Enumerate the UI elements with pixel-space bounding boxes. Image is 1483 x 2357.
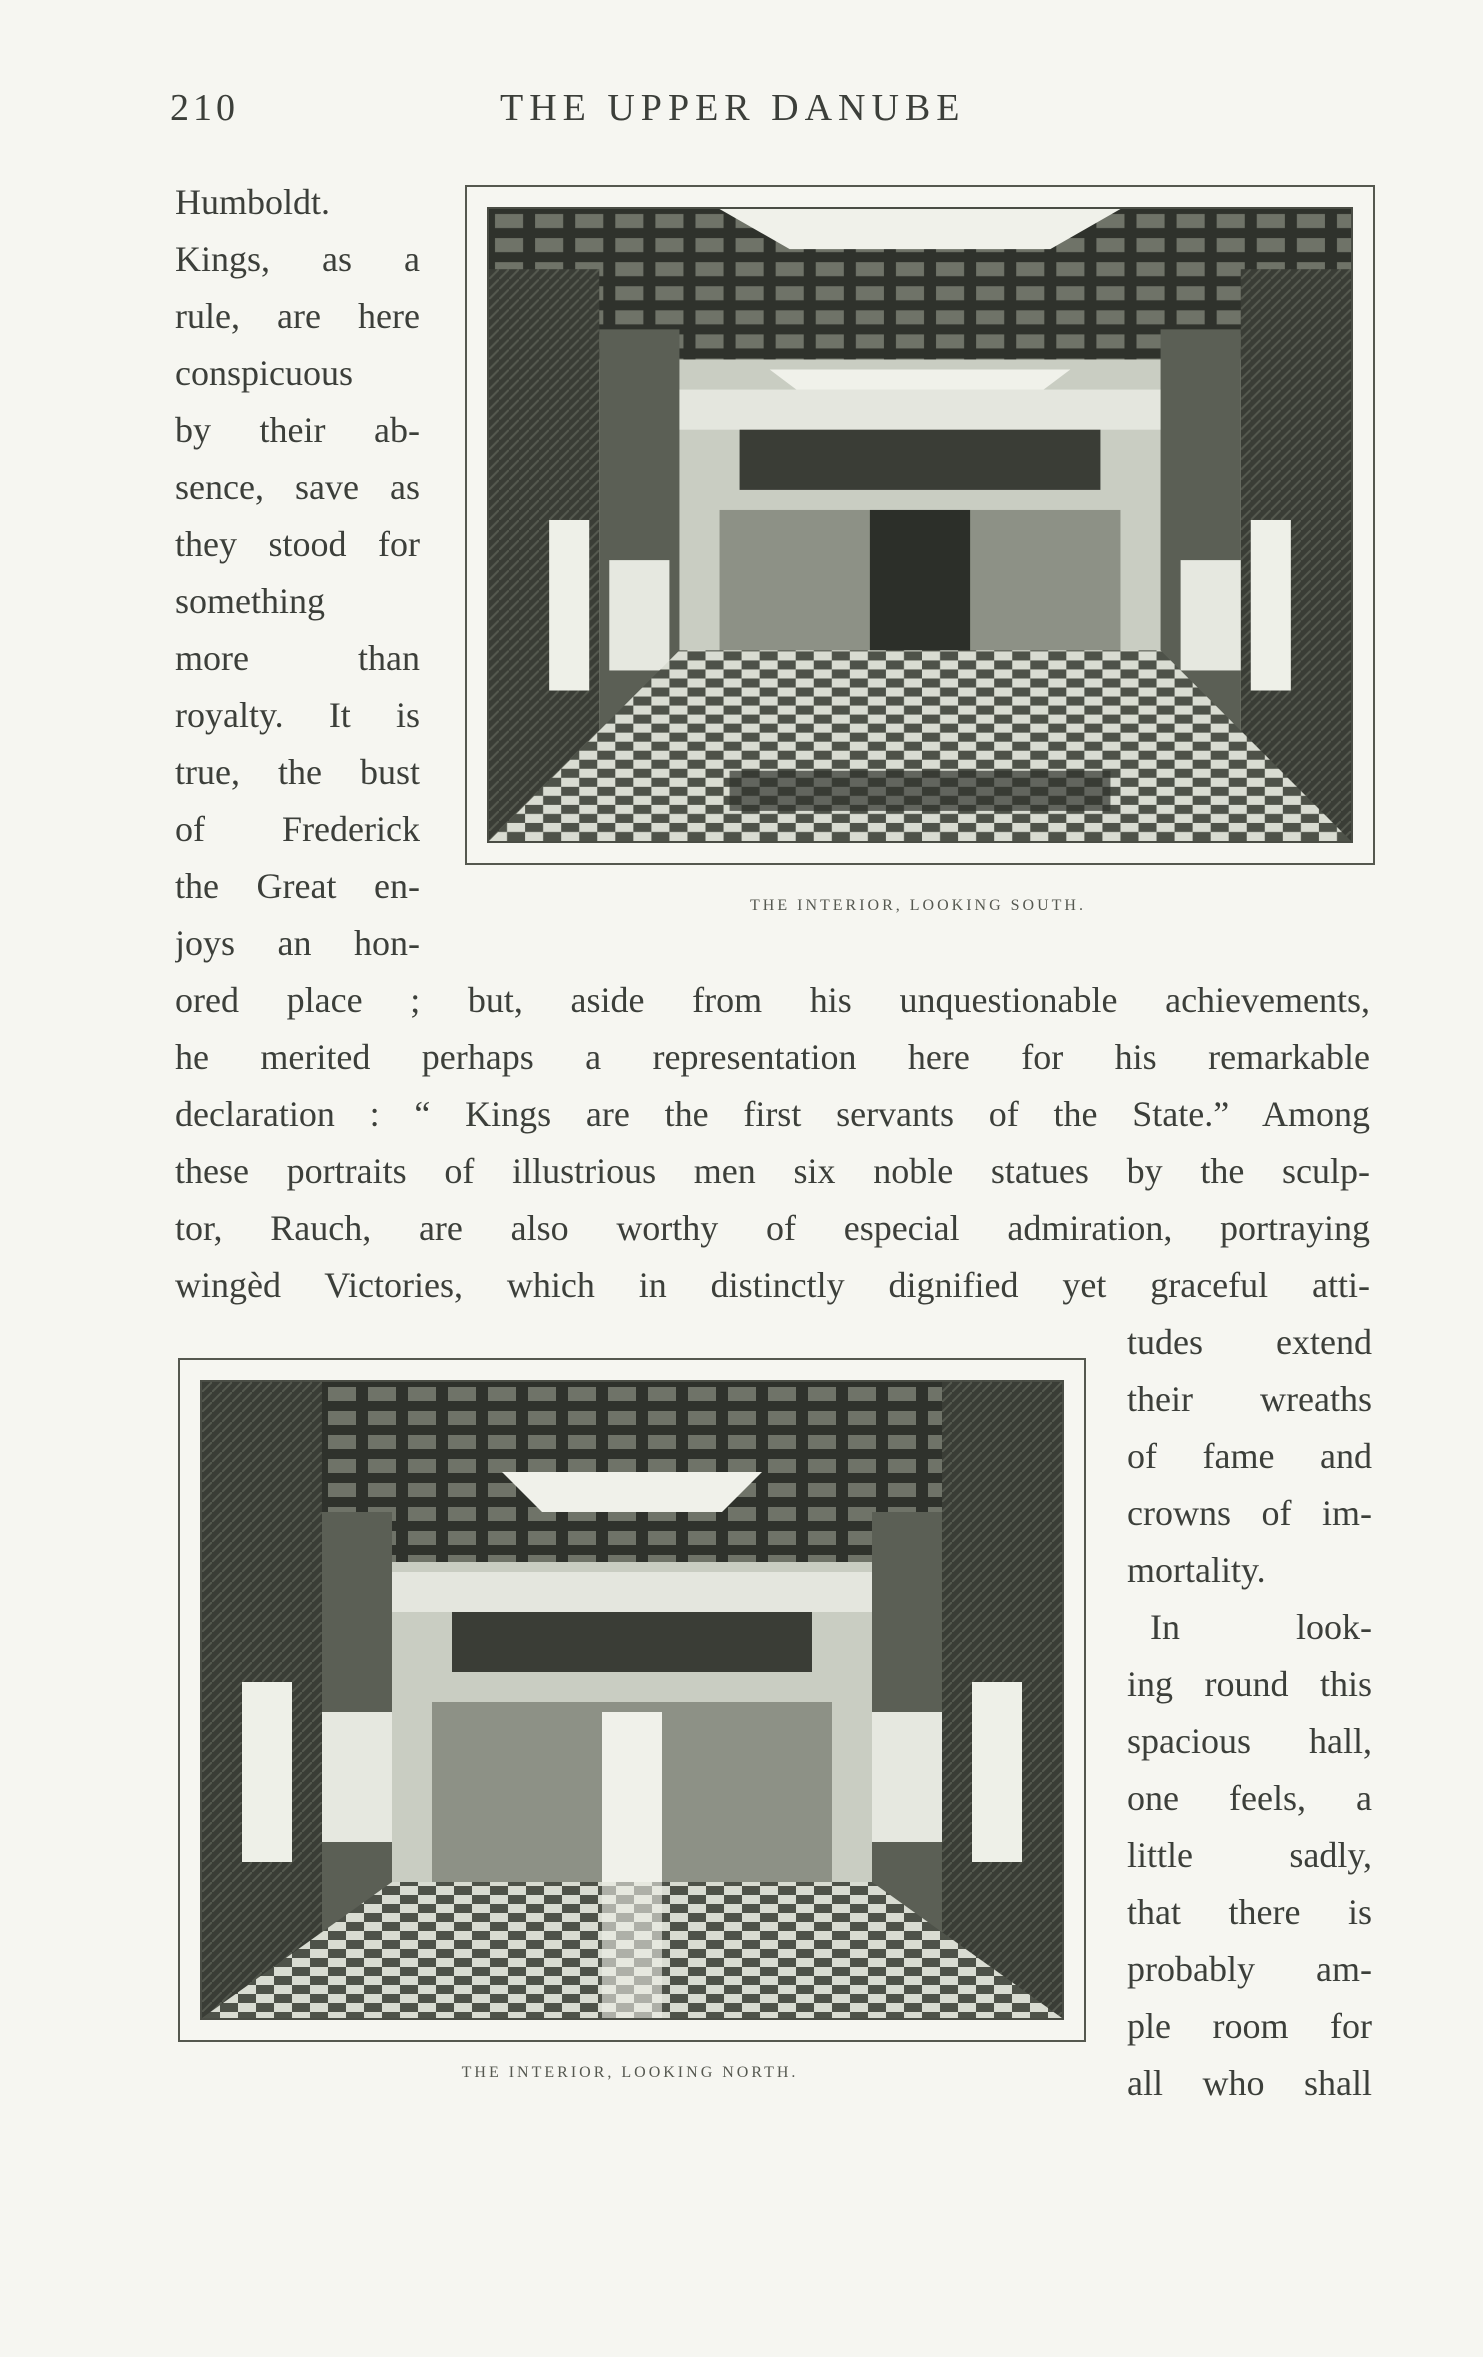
text-line: true, the bust xyxy=(175,752,420,792)
page-number: 210 xyxy=(170,87,239,129)
text-line: ple room for xyxy=(1127,2006,1372,2046)
text-line: these portraits of illustrious men six noble statues by the sculp- xyxy=(175,1151,1370,1191)
text-line: their wreaths xyxy=(1127,1379,1372,1419)
text-line: declaration : “ Kings are the first servants of the State.” Among xyxy=(175,1094,1370,1134)
page-header xyxy=(0,80,1483,140)
text-line: something xyxy=(175,581,325,621)
text-line: conspicuous xyxy=(175,353,353,393)
text-line: they stood for xyxy=(175,524,420,564)
text-line: he merited perhaps a representation here for his remarkable xyxy=(175,1037,1370,1077)
plate-north-caption: THE INTERIOR, LOOKING NORTH. xyxy=(461,2064,799,2081)
text-line: In look- xyxy=(1150,1607,1372,1647)
text-line: joys an hon- xyxy=(175,923,420,963)
text-line: of fame and xyxy=(1127,1436,1372,1476)
text-line: wingèd Victories, which in distinctly dignified yet graceful atti- xyxy=(175,1265,1370,1305)
plate-south-frame xyxy=(465,185,1375,865)
plate-north-engraving xyxy=(200,1380,1064,2020)
text-line: Humboldt. xyxy=(175,182,331,222)
text-line: more than xyxy=(175,638,420,678)
text-line: ing round this xyxy=(1127,1664,1372,1704)
text-line: Kings, as a xyxy=(175,239,420,279)
text-line: spacious hall, xyxy=(1127,1721,1372,1761)
text-line: crowns of im- xyxy=(1127,1493,1372,1533)
text-line: by their ab- xyxy=(175,410,420,450)
text-line: mortality. xyxy=(1127,1550,1266,1590)
running-head: THE UPPER DANUBE xyxy=(500,87,966,129)
text-line: that there is xyxy=(1127,1892,1372,1932)
text-line: royalty. It is xyxy=(175,695,420,735)
text-line: ored place ; but, aside from his unquestionable achievements, xyxy=(175,980,1370,1020)
plate-north-frame xyxy=(178,1358,1086,2042)
text-line: one feels, a xyxy=(1127,1778,1372,1818)
plate-south-caption: THE INTERIOR, LOOKING SOUTH. xyxy=(750,897,1086,914)
text-line: tor, Rauch, are also worthy of especial admiration, portraying xyxy=(175,1208,1370,1248)
text-line: tudes extend xyxy=(1127,1322,1372,1362)
text-line: probably am- xyxy=(1127,1949,1372,1989)
text-line: sence, save as xyxy=(175,467,420,507)
plate-south-engraving xyxy=(487,207,1353,843)
text-line: little sadly, xyxy=(1127,1835,1372,1875)
text-line: all who shall xyxy=(1127,2063,1372,2103)
text-line: the Great en- xyxy=(175,866,420,906)
text-line: rule, are here xyxy=(175,296,420,336)
text-line: of Frederick xyxy=(175,809,420,849)
